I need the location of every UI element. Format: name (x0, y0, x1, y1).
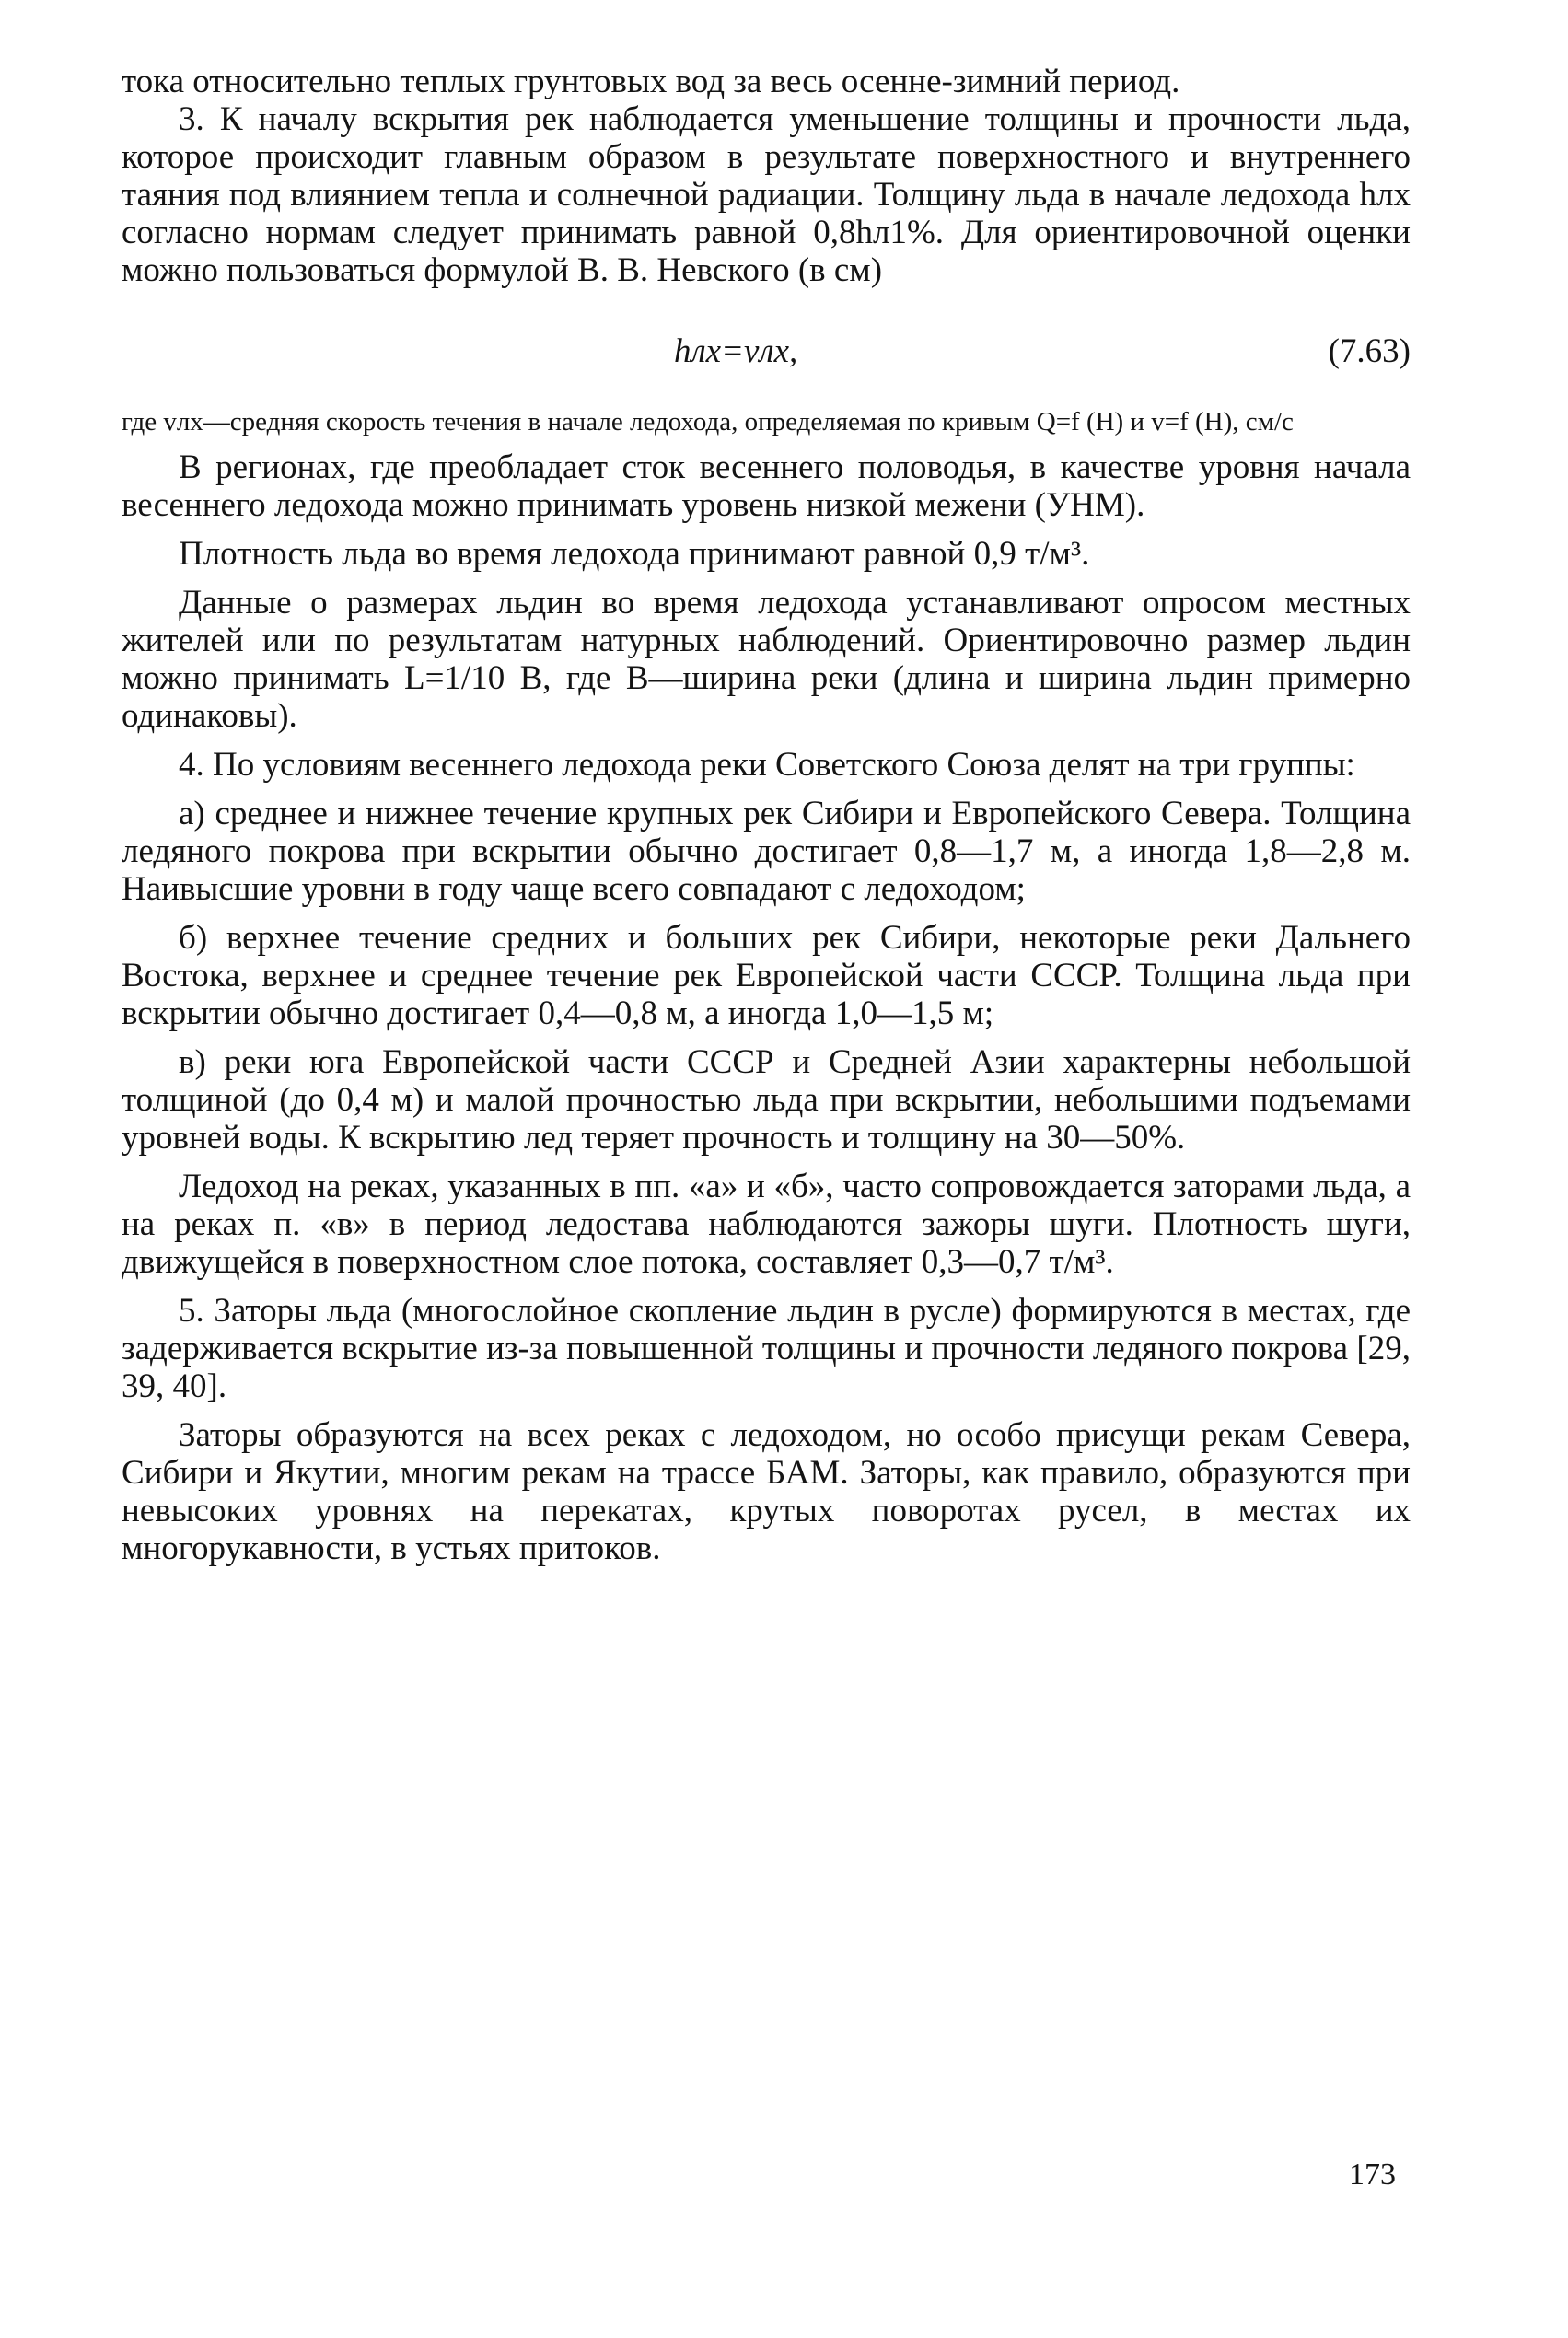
formula-number: (7.63) (1328, 332, 1411, 370)
paragraph-jam-locations: Заторы образуются на всех реках с ледоходом, но особо присущи рекам Севера, Сибири и Якутии, многим рекам на трассе БАМ. Заторы, как правило, образуются при невысоких уровнях на перекатах, крутых поворотах русел, в местах их многорукавности, в устьях притоков. (122, 1416, 1411, 1567)
paragraph-item-4: 4. По условиям весеннего ледохода реки Советского Союза делят на три группы: (179, 746, 1355, 784)
paragraph-item-3: 3. К началу вскрытия рек наблюдается уменьшение толщины и прочности льда, которое происходит главным образом в результате поверхностного и внутреннего таяния под влиянием тепла и солнечной радиации. Толщину льда в начале ледохода hлх согласно нормам следует принимать равной 0,8hл1%. Для ориентировочной оценки можно пользоваться формулой В. В. Невского (в см) (122, 100, 1411, 289)
paragraph-ice-density: Плотность льда во время ледохода принимают равной 0,9 т/м³. (179, 535, 1090, 573)
page-number: 173 (1349, 2158, 1396, 2192)
paragraph-ice-jams: Ледоход на реках, указанных в пп. «а» и «б», часто сопровождается заторами льда, а на реках п. «в» в период ледостава наблюдаются зажоры шуги. Плотность шуги, движущейся в поверхностном слое потока, составляет 0,3—0,7 т/м³. (122, 1168, 1411, 1281)
paragraph-group-a: а) среднее и нижнее течение крупных рек Сибири и Европейского Севера. Толщина ледяного покрова при вскрытии обычно достигает 0,8—1,7 м, а иногда 1,8—2,8 м. Наивысшие уровни в году чаще всего совпадают с ледоходом; (122, 795, 1411, 908)
formula-expression: hлх=vлх, (674, 332, 798, 370)
paragraph-ice-floe-size: Данные о размерах льдин во время ледохода устанавливают опросом местных жителей или по результатам натурных наблюдений. Ориентировочно размер льдин можно принимать L=1/10 В, где В—ширина реки (длина и ширина льдин примерно одинаковы). (122, 584, 1411, 735)
page-body (122, 63, 1411, 1567)
paragraph-spring-flood: В регионах, где преобладает сток весеннего половодья, в качестве уровня начала весеннего ледохода можно принимать уровень низкой межени (УНМ). (122, 448, 1411, 524)
paragraph-group-v: в) реки юга Европейской части СССР и Средней Азии характерны небольшой толщиной (до 0,4 м) и малой прочностью льда при вскрытии, небольшими подъемами уровней воды. К вскрытию лед теряет прочность и толщину на 30—50%. (122, 1043, 1411, 1157)
paragraph-group-b: б) верхнее течение средних и больших рек Сибири, некоторые реки Дальнего Востока, верхнее и среднее течение рек Европейской части СССР. Толщина льда при вскрытии обычно достигает 0,4—0,8 м, а иногда 1,0—1,5 м; (122, 919, 1411, 1032)
formula-block (122, 297, 1411, 407)
formula-note-text: где vлх—средняя скорость течения в начале ледохода, определяемая по кривым Q=f (H) и v=f (H), см/с (122, 407, 1294, 436)
formula-note (122, 407, 1411, 437)
paragraph-item-5: 5. Заторы льда (многослойное скопление льдин в русле) формируются в местах, где задерживается вскрытие из-за повышенной толщины и прочности ледяного покрова [29, 39, 40]. (122, 1292, 1411, 1405)
paragraph-continuation: тока относительно теплых грунтовых вод за весь осенне-зимний период. (122, 63, 1180, 100)
